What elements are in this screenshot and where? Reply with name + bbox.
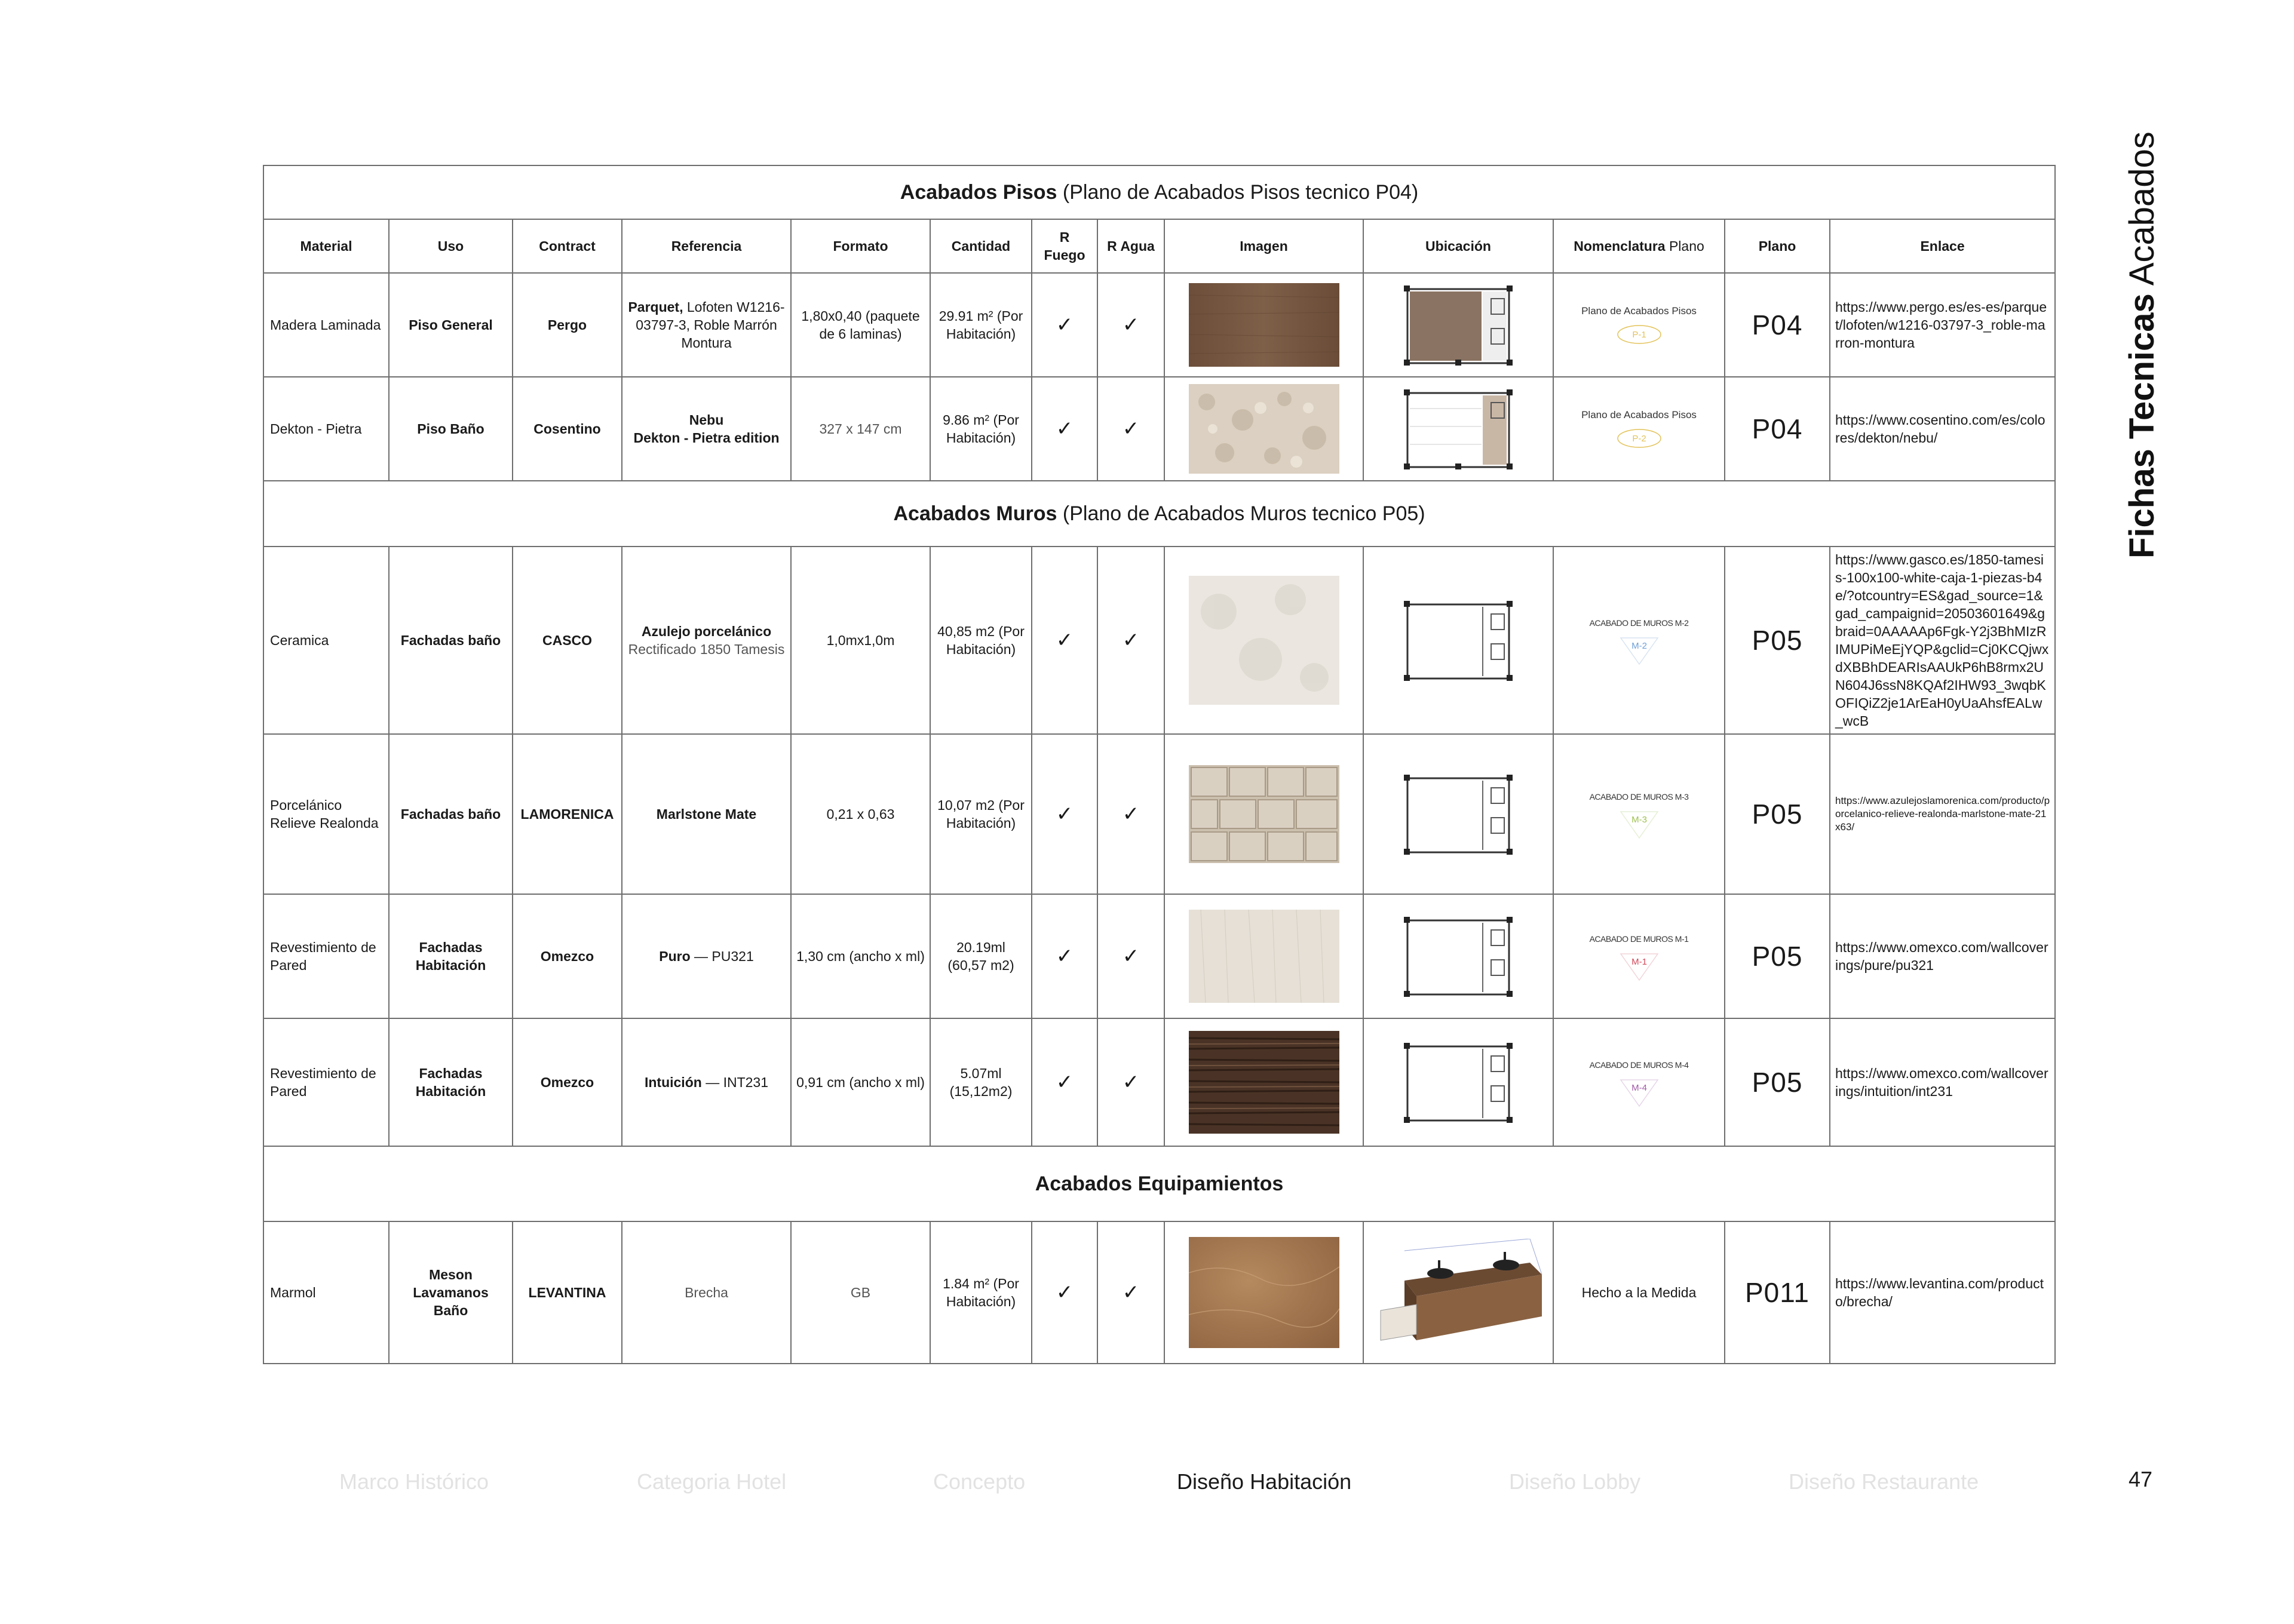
- cell-material: Revestimiento de Pared: [263, 1018, 389, 1146]
- check-icon: ✓: [1097, 547, 1164, 734]
- cell-cantidad: 20.19ml (60,57 m2): [930, 894, 1032, 1018]
- table-row: [263, 1018, 2055, 1146]
- side-title-light: Acabados: [2123, 131, 2161, 286]
- check-icon: ✓: [1097, 1018, 1164, 1146]
- header-contract: Contract: [513, 219, 622, 273]
- material-swatch-stone: [1189, 384, 1339, 474]
- material-swatch-stone-relief: [1189, 765, 1339, 863]
- cell-imagen: [1164, 377, 1363, 481]
- cell-imagen: [1164, 1221, 1363, 1364]
- cell-cantidad: 1.84 m² (Por Habitación): [930, 1221, 1032, 1364]
- table-row: [263, 273, 2055, 377]
- material-swatch-dark-wood: [1189, 1031, 1339, 1134]
- cell-ubicacion: [1363, 894, 1553, 1018]
- cell-contract: Omezco: [513, 894, 622, 1018]
- cell-enlace[interactable]: https://www.gasco.es/1850-tamesis-100x100-white-caja-1-piezas-b4e/?otcountry=ES&gad_source=1&gad_campaignid=20503601649&gbraid=0AAAAAp6Fgk-Y2j3BhMIzRIMUPiMeEjYQP&gclid=Cj0KCQjwxdXBBhDEARIsAAUkP6hB8rmx2UN604J6ssN8KQAf2IHW93_3wqbKOFIQiZ2je1ArEaH0yUaAhsfEALw_wcB: [1830, 547, 2055, 734]
- cell-ubicacion: [1363, 1221, 1553, 1364]
- cell-referencia: [622, 377, 791, 481]
- cell-imagen: [1164, 273, 1363, 377]
- nav-diseno-lobby[interactable]: Diseño Lobby: [1509, 1469, 1641, 1494]
- finishes-table: [263, 165, 2056, 1364]
- header-row: [263, 219, 2055, 273]
- nomenclature-tag-text: M-3: [1631, 815, 1647, 825]
- cell-nomenclatura: Hecho a la Medida: [1553, 1221, 1725, 1364]
- cell-referencia: Brecha: [622, 1221, 791, 1364]
- check-icon: ✓: [1097, 1221, 1164, 1364]
- cell-cantidad: 40,85 m2 (Por Habitación): [930, 547, 1032, 734]
- nomenclature-tag: [1618, 636, 1660, 667]
- header-ubicacion: Ubicación: [1363, 219, 1553, 273]
- header-plano: Plano: [1725, 219, 1830, 273]
- ref-rest: Rectificado 1850 Tamesis: [628, 641, 785, 657]
- header-uso: Uso: [389, 219, 513, 273]
- material-swatch-wallcovering: [1189, 910, 1339, 1003]
- cell-imagen: [1164, 1018, 1363, 1146]
- cell-ubicacion: [1363, 1018, 1553, 1146]
- cell-contract: LEVANTINA: [513, 1221, 622, 1364]
- check-icon: ✓: [1032, 377, 1097, 481]
- cell-formato: 1,0mx1,0m: [791, 547, 930, 734]
- cell-enlace[interactable]: https://www.omexco.com/wallcoverings/intuition/int231: [1830, 1018, 2055, 1146]
- cell-ubicacion: [1363, 734, 1553, 894]
- cell-formato: 1,80x0,40 (paquete de 6 laminas): [791, 273, 930, 377]
- section-subtitle-pisos: (Plano de Acabados Pisos tecnico P04): [1062, 181, 1419, 204]
- check-icon: ✓: [1097, 377, 1164, 481]
- cell-material: Dekton - Pietra: [263, 377, 389, 481]
- check-icon: ✓: [1032, 547, 1097, 734]
- cell-ubicacion: [1363, 547, 1553, 734]
- table-row: [263, 377, 2055, 481]
- check-icon: ✓: [1032, 1221, 1097, 1364]
- cell-material: Marmol: [263, 1221, 389, 1364]
- cell-referencia: Marlstone Mate: [622, 734, 791, 894]
- cell-formato: 0,21 x 0,63: [791, 734, 930, 894]
- cell-uso: Fachadas baño: [389, 547, 513, 734]
- nav-concepto[interactable]: Concepto: [933, 1469, 1026, 1494]
- cell-ubicacion: [1363, 377, 1553, 481]
- ref-bold: Intuición: [644, 1075, 702, 1090]
- ref-bold: Puro: [659, 948, 691, 964]
- header-r-agua: R Agua: [1097, 219, 1164, 273]
- page-number: 47: [2129, 1467, 2153, 1491]
- cell-enlace[interactable]: https://www.omexco.com/wallcoverings/pure/pu321: [1830, 894, 2055, 1018]
- cell-referencia: [622, 1018, 791, 1146]
- floor-plan-thumbnail: [1401, 385, 1515, 473]
- cell-enlace[interactable]: https://www.pergo.es/es-es/parquet/lofoten/w1216-03797-3_roble-marron-montura: [1830, 273, 2055, 377]
- vanity-render-thumbnail: [1369, 1239, 1548, 1346]
- section-title-pisos: [263, 165, 2055, 219]
- nomenclature-tag: [1615, 428, 1663, 449]
- cell-formato: 1,30 cm (ancho x ml): [791, 894, 930, 1018]
- cell-contract: LAMORENICA: [513, 734, 622, 894]
- cell-enlace[interactable]: https://www.cosentino.com/es/colores/dekton/nebu/: [1830, 377, 2055, 481]
- cell-material: Ceramica: [263, 547, 389, 734]
- nav-diseno-habitacion[interactable]: Diseño Habitación: [1177, 1469, 1352, 1494]
- check-icon: ✓: [1097, 273, 1164, 377]
- cell-imagen: [1164, 894, 1363, 1018]
- cell-ubicacion: [1363, 273, 1553, 377]
- header-nomenclatura-bold: Nomenclatura: [1574, 238, 1666, 254]
- nav-categoria-hotel[interactable]: Categoria Hotel: [637, 1469, 787, 1494]
- cell-referencia: [622, 547, 791, 734]
- cell-imagen: [1164, 734, 1363, 894]
- cell-contract: CASCO: [513, 547, 622, 734]
- nomenclature-tag: [1618, 951, 1660, 983]
- nomenclature-tag-text: M-4: [1631, 1083, 1647, 1093]
- nomenclature-label: Plano de Acabados Pisos: [1581, 409, 1697, 420]
- header-cantidad: Cantidad: [930, 219, 1032, 273]
- table-row: [263, 1221, 2055, 1364]
- cell-material: Revestimiento de Pared: [263, 894, 389, 1018]
- cell-cantidad: 5.07ml (15,12m2): [930, 1018, 1032, 1146]
- header-referencia: Referencia: [622, 219, 791, 273]
- header-material: Material: [263, 219, 389, 273]
- table-row: [263, 547, 2055, 734]
- section-subtitle-muros: (Plano de Acabados Muros tecnico P05): [1062, 502, 1425, 525]
- cell-uso: Piso General: [389, 273, 513, 377]
- section-title-muros: [263, 481, 2055, 547]
- nomenclature-tag: [1615, 324, 1663, 345]
- ref-line-2: Dekton - Pietra edition: [633, 430, 780, 446]
- cell-nomenclatura: [1553, 1018, 1725, 1146]
- cell-cantidad: 10,07 m2 (Por Habitación): [930, 734, 1032, 894]
- header-enlace: Enlace: [1830, 219, 2055, 273]
- check-icon: ✓: [1097, 734, 1164, 894]
- cell-plano: P05: [1725, 894, 1830, 1018]
- header-r-fuego-1: R: [1059, 229, 1070, 245]
- cell-formato: GB: [791, 1221, 930, 1364]
- ref-bold: Azulejo porcelánico: [641, 624, 772, 639]
- header-r-fuego: [1032, 219, 1097, 273]
- nomenclature-tag: [1618, 809, 1660, 840]
- cell-cantidad: 29.91 m² (Por Habitación): [930, 273, 1032, 377]
- cell-plano: P05: [1725, 547, 1830, 734]
- ref-bold: Parquet,: [628, 299, 683, 315]
- side-title: [2122, 131, 2162, 558]
- cell-nomenclatura: [1553, 377, 1725, 481]
- nomenclature-label: Plano de Acabados Pisos: [1581, 305, 1697, 317]
- cell-enlace[interactable]: https://www.levantina.com/producto/brecha/: [1830, 1221, 2055, 1364]
- cell-nomenclatura: [1553, 734, 1725, 894]
- floor-plan-thumbnail: [1401, 770, 1515, 858]
- table-row: [263, 894, 2055, 1018]
- nomenclature-tag-text: M-2: [1631, 641, 1647, 651]
- ref-rest: — INT231: [706, 1075, 769, 1090]
- cell-nomenclatura: [1553, 273, 1725, 377]
- cell-referencia: [622, 894, 791, 1018]
- nomenclature-tag: [1618, 1077, 1660, 1109]
- nomenclature-tag-text: P-2: [1631, 434, 1646, 444]
- check-icon: ✓: [1032, 734, 1097, 894]
- cell-imagen: [1164, 547, 1363, 734]
- table-row: [263, 734, 2055, 894]
- section-title-equipamientos: [263, 1146, 2055, 1221]
- side-title-bold: Fichas Tecnicas: [2123, 293, 2161, 558]
- nomenclature-label: ACABADO DE MUROS M-3: [1589, 792, 1689, 802]
- floor-plan-thumbnail: [1401, 912, 1515, 1000]
- section-title-equipamientos-bold: Acabados Equipamientos: [1035, 1172, 1284, 1195]
- material-swatch-wood: [1189, 283, 1339, 367]
- cell-uso: Fachadas Habitación: [389, 1018, 513, 1146]
- cell-cantidad: 9.86 m² (Por Habitación): [930, 377, 1032, 481]
- header-nomenclatura-light: Plano: [1669, 238, 1704, 254]
- footer-nav: [0, 1469, 2294, 1505]
- cell-uso: Meson Lavamanos Baño: [389, 1221, 513, 1364]
- cell-contract: Pergo: [513, 273, 622, 377]
- cell-plano: P05: [1725, 1018, 1830, 1146]
- cell-contract: Cosentino: [513, 377, 622, 481]
- section-title-muros-bold: Acabados Muros: [893, 502, 1057, 525]
- header-imagen: Imagen: [1164, 219, 1363, 273]
- nomenclature-label: ACABADO DE MUROS M-1: [1589, 934, 1689, 944]
- material-swatch-marble: [1189, 1237, 1339, 1348]
- cell-contract: Omezco: [513, 1018, 622, 1146]
- cell-formato: 327 x 147 cm: [791, 377, 930, 481]
- cell-plano: P011: [1725, 1221, 1830, 1364]
- cell-plano: P04: [1725, 273, 1830, 377]
- nomenclature-label: ACABADO DE MUROS M-4: [1589, 1060, 1689, 1070]
- nav-marco-historico[interactable]: Marco Histórico: [339, 1469, 489, 1494]
- floor-plan-thumbnail: [1401, 1038, 1515, 1126]
- cell-enlace[interactable]: https://www.azulejoslamorenica.com/producto/porcelanico-relieve-realonda-marlstone-mate-21x63/: [1830, 734, 2055, 894]
- cell-uso: Piso Baño: [389, 377, 513, 481]
- material-swatch-ceramic: [1189, 576, 1339, 705]
- header-nomenclatura: [1553, 219, 1725, 273]
- nomenclature-tag-text: P-1: [1631, 330, 1646, 340]
- ref-line-1: Nebu: [689, 412, 724, 428]
- cell-material: Porcelánico Relieve Realonda: [263, 734, 389, 894]
- floor-plan-thumbnail: [1401, 281, 1515, 369]
- cell-nomenclatura: [1553, 547, 1725, 734]
- nav-diseno-restaurante[interactable]: Diseño Restaurante: [1789, 1469, 1979, 1494]
- check-icon: ✓: [1097, 894, 1164, 1018]
- header-r-fuego-2: Fuego: [1044, 247, 1085, 263]
- cell-formato: 0,91 cm (ancho x ml): [791, 1018, 930, 1146]
- nomenclature-label: ACABADO DE MUROS M-2: [1589, 618, 1689, 628]
- check-icon: ✓: [1032, 1018, 1097, 1146]
- header-formato: Formato: [791, 219, 930, 273]
- cell-material: Madera Laminada: [263, 273, 389, 377]
- ref-rest: — PU321: [694, 948, 754, 964]
- floor-plan-thumbnail: [1401, 596, 1515, 684]
- check-icon: ✓: [1032, 894, 1097, 1018]
- cell-referencia: [622, 273, 791, 377]
- cell-plano: P04: [1725, 377, 1830, 481]
- cell-nomenclatura: [1553, 894, 1725, 1018]
- ref-rest: Lofoten W1216-03797-3, Roble Marrón Montura: [636, 299, 785, 351]
- nomenclature-tag-text: M-1: [1631, 957, 1647, 967]
- cell-uso: Fachadas Habitación: [389, 894, 513, 1018]
- section-title-pisos-bold: Acabados Pisos: [900, 181, 1057, 204]
- check-icon: ✓: [1032, 273, 1097, 377]
- cell-uso: Fachadas baño: [389, 734, 513, 894]
- cell-plano: P05: [1725, 734, 1830, 894]
